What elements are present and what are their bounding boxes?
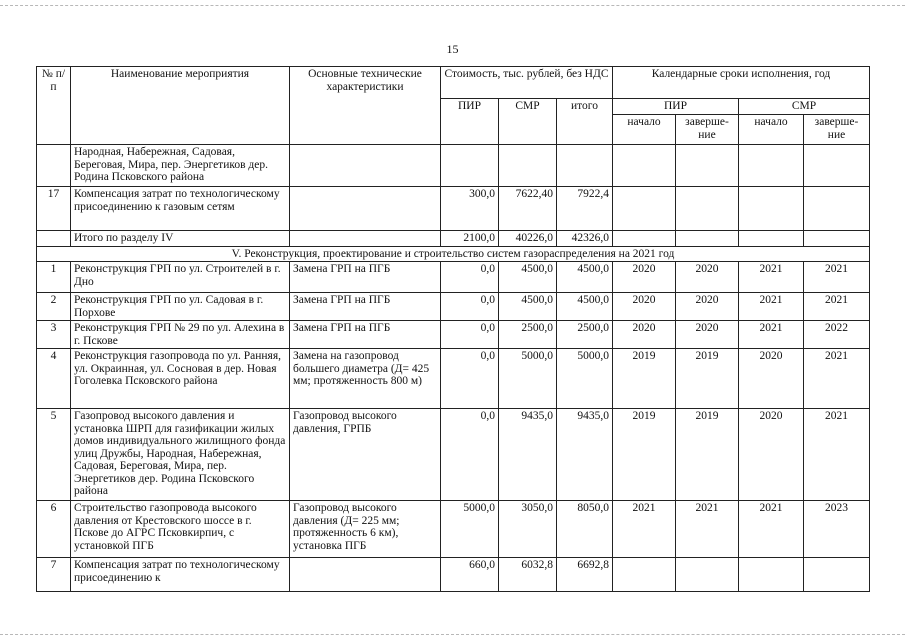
row-tech — [290, 187, 441, 231]
row-tech: Замена ГРП на ПГБ — [290, 321, 441, 349]
row-num: 7 — [37, 558, 71, 592]
header-num: № п/п — [37, 67, 71, 145]
row-smr: 2500,0 — [499, 321, 557, 349]
row-tech: Газопровод высокого давления, ГРПБ — [290, 409, 441, 501]
row-pir-start — [613, 187, 676, 231]
row-smr: 4500,0 — [499, 262, 557, 293]
row-total: 9435,0 — [557, 409, 613, 501]
row-pir — [441, 145, 499, 187]
row-pir: 660,0 — [441, 558, 499, 592]
row-smr-start: 2021 — [739, 501, 804, 558]
row-pir-end: 2019 — [676, 349, 739, 409]
row-smr-end: 2021 — [804, 349, 870, 409]
row-pir-start — [613, 558, 676, 592]
row-name: Компенсация затрат по технологическому присоединению к газовым сетям — [71, 187, 290, 231]
row-smr-end — [804, 145, 870, 187]
row-smr-start — [739, 145, 804, 187]
events-table — [36, 66, 870, 592]
row-num: 17 — [37, 187, 71, 231]
table-row — [37, 558, 870, 592]
row-name: Народная, Набережная, Садовая, Береговая, Мира, пер. Энергетиков дер. Родина Псковского района — [71, 145, 290, 187]
row-total: 7922,4 — [557, 187, 613, 231]
row-total — [557, 145, 613, 187]
row-num — [37, 231, 71, 247]
table-row — [37, 262, 870, 293]
row-smr-end — [804, 187, 870, 231]
row-name: Реконструкция ГРП по ул. Строителей в г. Дно — [71, 262, 290, 293]
row-name: Итого по разделу IV — [71, 231, 290, 247]
row-total: 4500,0 — [557, 293, 613, 321]
header-pir-end: заверше- ние — [676, 115, 739, 145]
row-pir: 2100,0 — [441, 231, 499, 247]
row-pir-end: 2021 — [676, 501, 739, 558]
row-num: 3 — [37, 321, 71, 349]
row-smr-end: 2021 — [804, 262, 870, 293]
row-tech: Замена на газопровод большего диаметра (Д= 425 мм; протяженность 800 м) — [290, 349, 441, 409]
row-pir-end — [676, 145, 739, 187]
row-pir: 0,0 — [441, 409, 499, 501]
table-row — [37, 349, 870, 409]
row-pir: 0,0 — [441, 262, 499, 293]
table-row — [37, 321, 870, 349]
row-smr: 5000,0 — [499, 349, 557, 409]
row-num: 6 — [37, 501, 71, 558]
row-smr-end — [804, 231, 870, 247]
row-pir-start — [613, 231, 676, 247]
row-tech: Замена ГРП на ПГБ — [290, 293, 441, 321]
row-smr-end: 2021 — [804, 409, 870, 501]
row-smr: 4500,0 — [499, 293, 557, 321]
header-pir: ПИР — [441, 99, 499, 145]
row-name: Реконструкция ГРП № 29 по ул. Алехина в г. Пскове — [71, 321, 290, 349]
row-smr-start: 2021 — [739, 293, 804, 321]
header-dates-pir: ПИР — [613, 99, 739, 115]
row-total: 2500,0 — [557, 321, 613, 349]
row-smr: 7622,40 — [499, 187, 557, 231]
table-row — [37, 293, 870, 321]
row-pir-end: 2019 — [676, 409, 739, 501]
row-num — [37, 145, 71, 187]
row-num: 5 — [37, 409, 71, 501]
row-pir-end: 2020 — [676, 321, 739, 349]
scan-bottom-edge — [0, 634, 905, 635]
row-pir-start: 2020 — [613, 293, 676, 321]
row-num: 4 — [37, 349, 71, 409]
row-smr-end: 2021 — [804, 293, 870, 321]
row-smr-start: 2021 — [739, 321, 804, 349]
header-dates: Календарные сроки исполнения, год — [613, 67, 870, 99]
row-tech: Газопровод высокого давления (Д= 225 мм; протяженность 6 км), установка ПГБ — [290, 501, 441, 558]
row-smr-start: 2020 — [739, 409, 804, 501]
section-title: V. Реконструкция, проектирование и строительство систем газораспределения на 2021 год — [37, 246, 870, 262]
row-tech — [290, 558, 441, 592]
row-smr-start: 2020 — [739, 349, 804, 409]
row-total: 6692,8 — [557, 558, 613, 592]
table-row — [37, 409, 870, 501]
row-pir-end — [676, 558, 739, 592]
row-pir-start — [613, 145, 676, 187]
row-pir: 0,0 — [441, 321, 499, 349]
header-smr-end: заверше- ние — [804, 115, 870, 145]
row-tech — [290, 231, 441, 247]
row-pir-start: 2019 — [613, 349, 676, 409]
row-pir-start: 2019 — [613, 409, 676, 501]
row-smr-start — [739, 558, 804, 592]
table-row — [37, 501, 870, 558]
row-total: 4500,0 — [557, 262, 613, 293]
header-total: итого — [557, 99, 613, 145]
row-pir: 5000,0 — [441, 501, 499, 558]
header-cost: Стоимость, тыс. рублей, без НДС — [441, 67, 613, 99]
row-total: 42326,0 — [557, 231, 613, 247]
header-pir-start: начало — [613, 115, 676, 145]
header-name: Наименование мероприятия — [71, 67, 290, 145]
header-tech: Основные технические характеристики — [290, 67, 441, 145]
row-smr: 3050,0 — [499, 501, 557, 558]
row-pir-end — [676, 187, 739, 231]
row-pir-start: 2021 — [613, 501, 676, 558]
row-smr-end — [804, 558, 870, 592]
table-row — [37, 231, 870, 247]
table-row — [37, 145, 870, 187]
row-total: 5000,0 — [557, 349, 613, 409]
table-row — [37, 187, 870, 231]
row-name: Строительство газопровода высокого давления от Крестовского шоссе в г. Пскове до АГРС Псковкирпич, с установкой ПГБ — [71, 501, 290, 558]
row-smr-start — [739, 231, 804, 247]
row-pir-end: 2020 — [676, 293, 739, 321]
row-smr-start — [739, 187, 804, 231]
row-name: Реконструкция газопровода по ул. Ранняя, ул. Окраинная, ул. Сосновая в дер. Новая Гоголевка Псковского района — [71, 349, 290, 409]
row-name: Компенсация затрат по технологическому присоединению к — [71, 558, 290, 592]
page-number: 15 — [446, 42, 459, 56]
row-smr-end: 2023 — [804, 501, 870, 558]
header-dates-smr: СМР — [739, 99, 870, 115]
row-smr: 9435,0 — [499, 409, 557, 501]
row-pir-end — [676, 231, 739, 247]
row-smr: 6032,8 — [499, 558, 557, 592]
row-pir: 300,0 — [441, 187, 499, 231]
row-pir: 0,0 — [441, 349, 499, 409]
header-smr: СМР — [499, 99, 557, 145]
row-tech — [290, 145, 441, 187]
row-num: 2 — [37, 293, 71, 321]
header-smr-start: начало — [739, 115, 804, 145]
row-pir: 0,0 — [441, 293, 499, 321]
row-smr-start: 2021 — [739, 262, 804, 293]
row-name: Газопровод высокого давления и установка ШРП для газификации жилых домов индивидуального жилищного фонда улиц Дружбы, Народная, Набережная, Садовая, Береговая, Мира, пер. Энергетиков дер. Родина Псковского района — [71, 409, 290, 501]
row-name: Реконструкция ГРП по ул. Садовая в г. Порхове — [71, 293, 290, 321]
row-total: 8050,0 — [557, 501, 613, 558]
row-pir-start: 2020 — [613, 321, 676, 349]
row-tech: Замена ГРП на ПГБ — [290, 262, 441, 293]
row-pir-end: 2020 — [676, 262, 739, 293]
row-smr: 40226,0 — [499, 231, 557, 247]
row-smr — [499, 145, 557, 187]
row-num: 1 — [37, 262, 71, 293]
row-smr-end: 2022 — [804, 321, 870, 349]
row-pir-start: 2020 — [613, 262, 676, 293]
scan-top-edge — [0, 5, 905, 6]
